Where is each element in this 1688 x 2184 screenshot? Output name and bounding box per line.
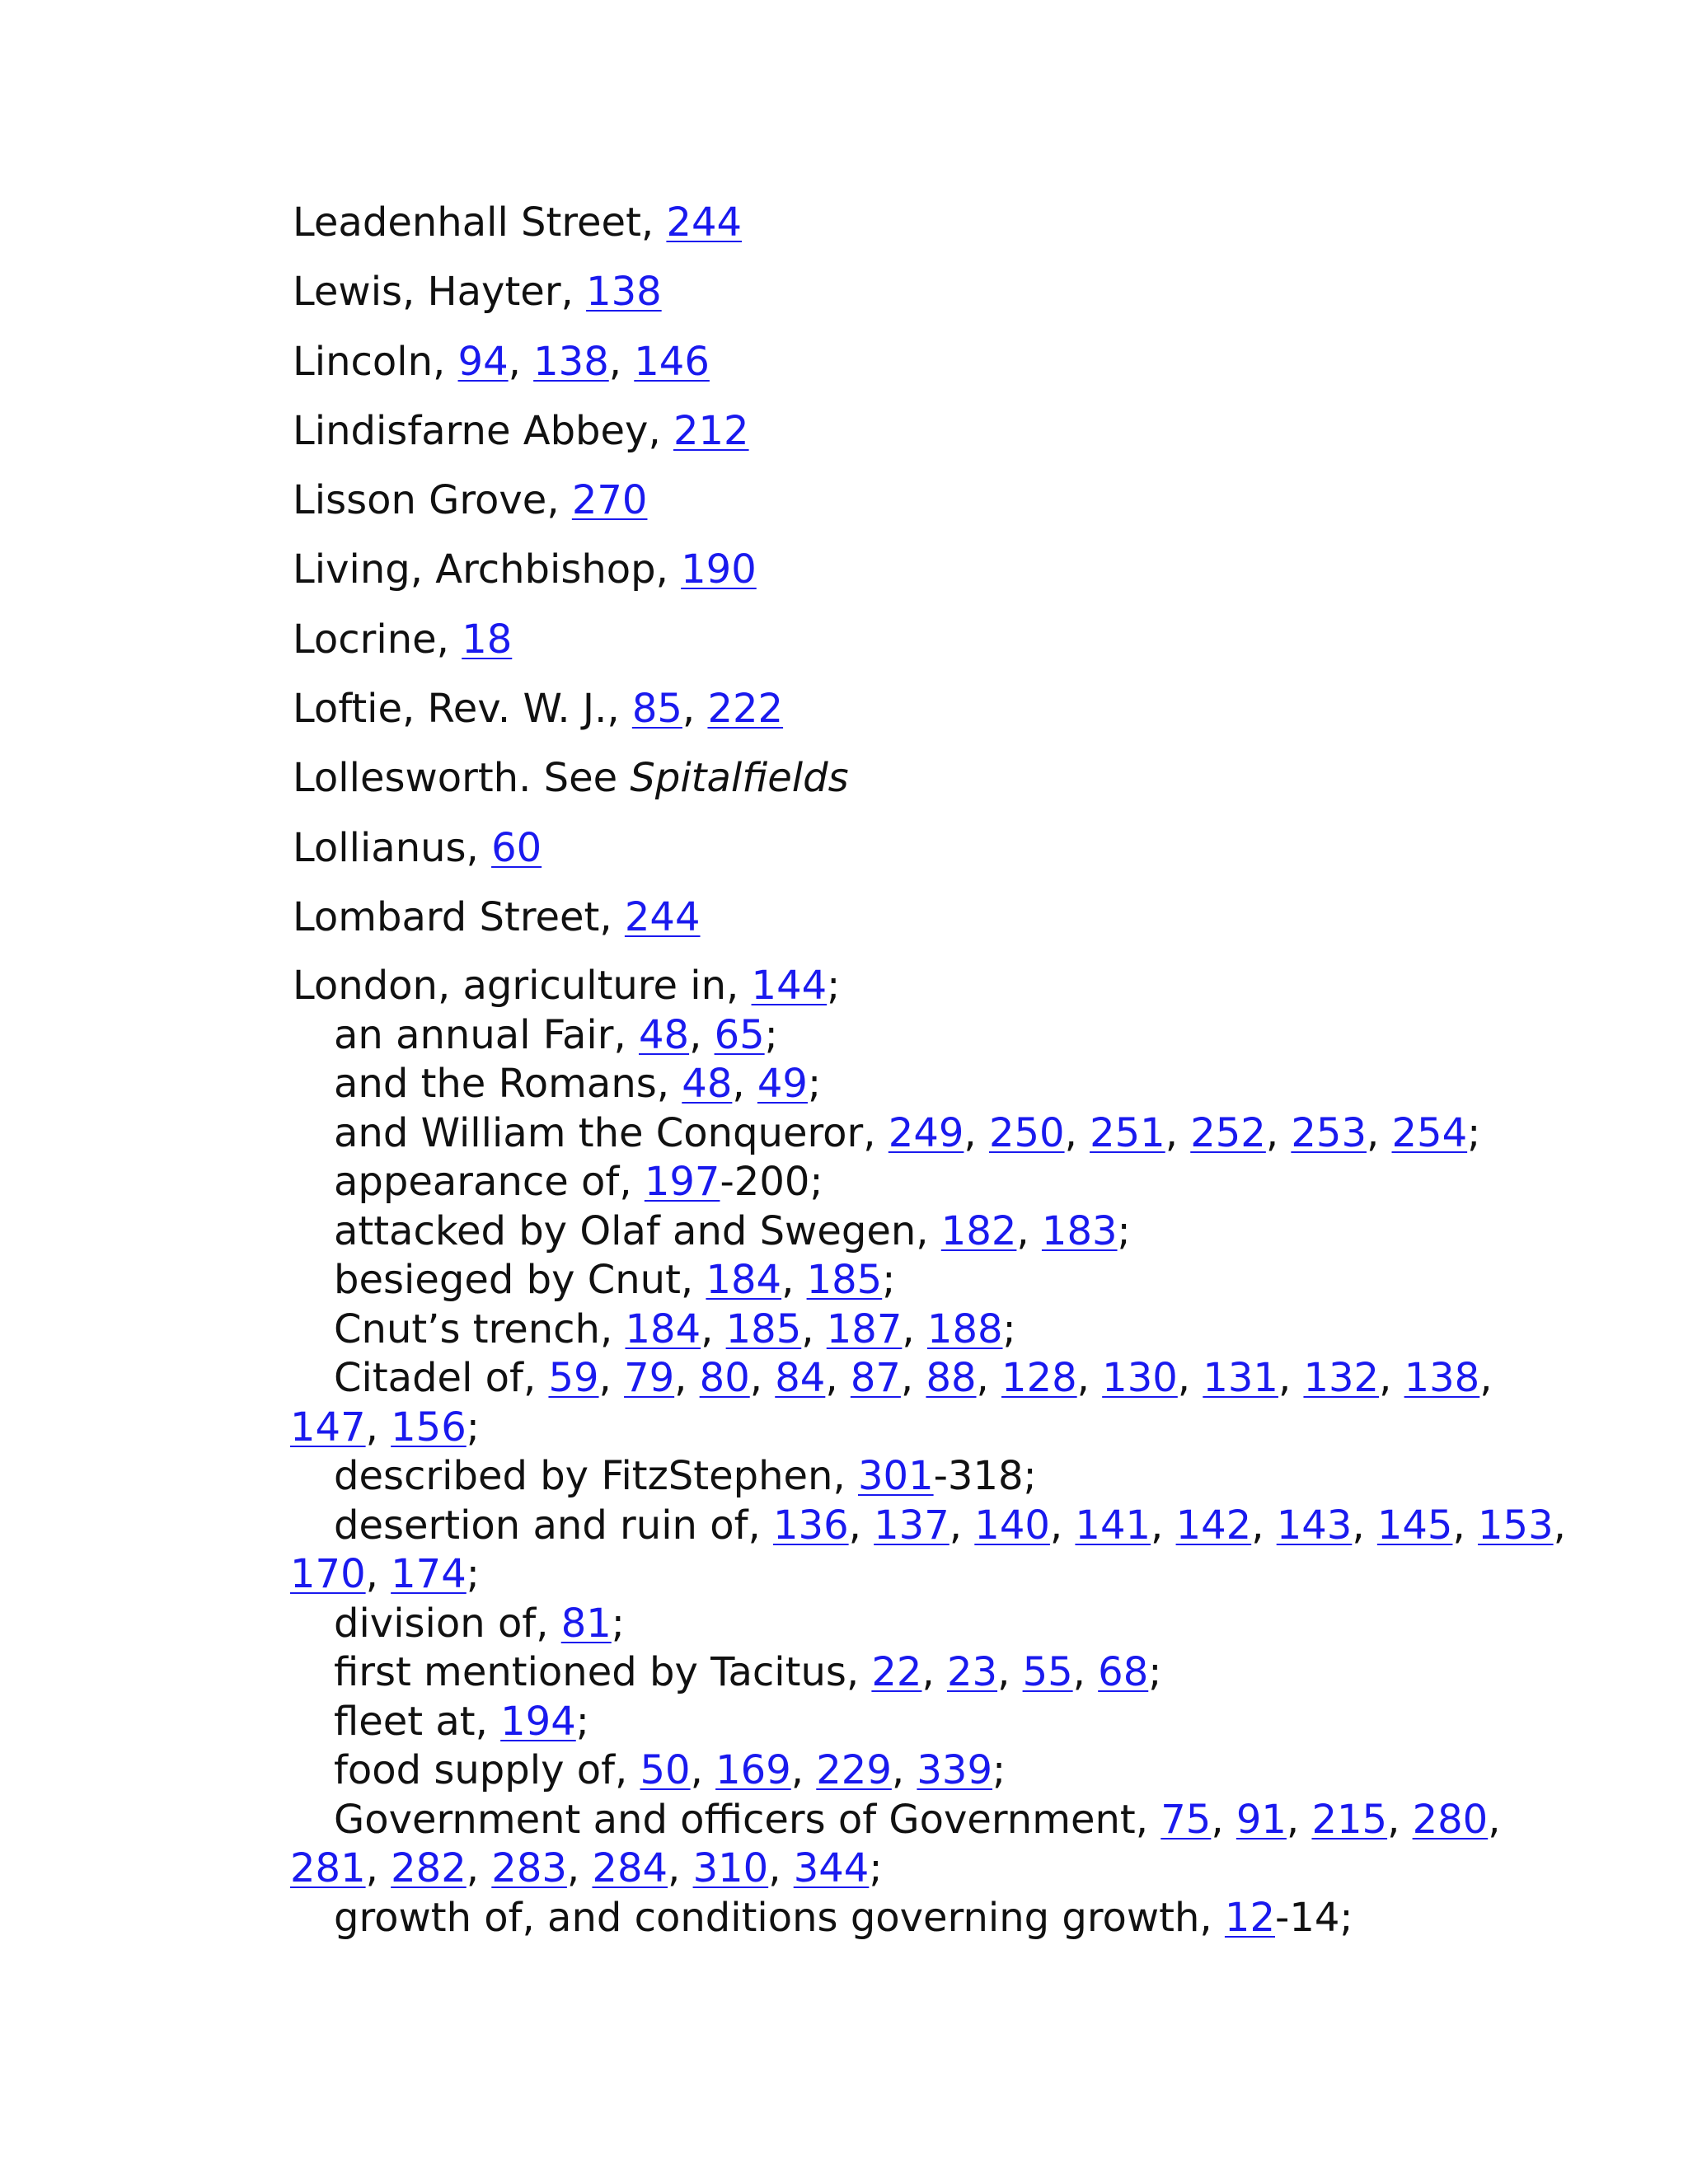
separator: ,: [1177, 1355, 1203, 1402]
page-link-184[interactable]: 184: [625, 1305, 701, 1352]
separator: ,: [1387, 1796, 1413, 1843]
page-link-23[interactable]: 23: [946, 1649, 998, 1696]
separator: ,: [964, 1109, 989, 1156]
subentry-text: an annual Fair,: [334, 1011, 639, 1058]
page-link-250[interactable]: 250: [988, 1109, 1065, 1156]
continuation-line: [290, 1404, 1504, 1453]
separator: ,: [508, 338, 534, 385]
separator: ,: [1379, 1355, 1404, 1402]
entry-punctuation: ;: [992, 1747, 1006, 1794]
entry-punctuation: ;: [1148, 1649, 1162, 1696]
subentry-line: [293, 1894, 1504, 1943]
subentry-line: [293, 1502, 1566, 1551]
entry-heading: Locrine,: [293, 616, 462, 663]
separator: ,: [1278, 1355, 1304, 1402]
subentry-text: and William the Conqueror,: [334, 1109, 889, 1156]
subentry-text: fleet at,: [334, 1698, 501, 1745]
page-link-145[interactable]: 145: [1376, 1502, 1453, 1549]
page-link-301[interactable]: 301: [857, 1453, 934, 1500]
separator: ,: [566, 1845, 593, 1892]
page-link-142[interactable]: 142: [1175, 1502, 1252, 1549]
separator: ,: [365, 1551, 392, 1598]
index-entry: [293, 337, 1504, 406]
index-entry: [293, 476, 1504, 545]
separator: ,: [1366, 1109, 1392, 1156]
separator: ,: [674, 1355, 700, 1402]
subentry-line: [293, 1109, 1504, 1159]
page-link-132[interactable]: 132: [1303, 1355, 1380, 1402]
separator: ,: [598, 1355, 625, 1402]
separator: ,: [668, 1845, 693, 1892]
entry-punctuation: ;: [1467, 1109, 1481, 1156]
subentry-line: [293, 1207, 1504, 1257]
page-link-282[interactable]: 282: [391, 1845, 467, 1892]
separator: ,: [365, 1845, 392, 1892]
page-link-339[interactable]: 339: [917, 1747, 993, 1794]
page-link-60[interactable]: 60: [491, 824, 542, 871]
page-link-270[interactable]: 270: [571, 477, 648, 524]
continuation-line: [290, 1550, 1504, 1600]
page-link-48[interactable]: 48: [682, 1061, 733, 1108]
page-link-68[interactable]: 68: [1098, 1649, 1149, 1696]
page-link-138[interactable]: 138: [1404, 1355, 1480, 1402]
subentry-text: Cnut’s trench,: [334, 1305, 626, 1352]
page-link-222[interactable]: 222: [707, 686, 784, 733]
page-link-344[interactable]: 344: [793, 1845, 870, 1892]
entry-heading: Lombard Street,: [293, 893, 625, 940]
separator: ,: [690, 1747, 716, 1794]
page-link-84[interactable]: 84: [775, 1355, 826, 1402]
entry-punctuation: -318;: [933, 1453, 1037, 1500]
separator: ,: [801, 1305, 827, 1352]
subentry-line: [293, 1452, 1504, 1502]
separator: ,: [1265, 1109, 1292, 1156]
subentry-line: [293, 1600, 1504, 1649]
separator: ,: [1286, 1796, 1312, 1843]
separator: ,: [921, 1649, 947, 1696]
index-entries: [293, 198, 1504, 962]
page-link-144[interactable]: 144: [751, 963, 828, 1010]
index-entry: [293, 267, 1504, 336]
subentry-text: first mentioned by Tacitus,: [334, 1649, 872, 1696]
page-link-153[interactable]: 153: [1477, 1502, 1554, 1549]
page-link-140[interactable]: 140: [974, 1502, 1050, 1549]
page-link-183[interactable]: 183: [1041, 1207, 1118, 1254]
page-link-49[interactable]: 49: [757, 1061, 808, 1108]
entry-punctuation: ;: [807, 1061, 822, 1108]
page-link-174[interactable]: 174: [391, 1551, 467, 1598]
separator: ,: [689, 1011, 715, 1058]
subentry-text: division of,: [334, 1600, 561, 1647]
page-link-18[interactable]: 18: [462, 616, 513, 663]
subentry-text: growth of, and conditions governing growth,: [334, 1894, 1225, 1941]
page-link-91[interactable]: 91: [1236, 1796, 1287, 1843]
subentry-line: [293, 1354, 1504, 1404]
entry-heading: Lewis, Hayter,: [293, 269, 587, 316]
page-link-280[interactable]: 280: [1412, 1796, 1489, 1843]
entry-punctuation: ;: [611, 1600, 625, 1647]
page-link-182[interactable]: 182: [940, 1207, 1017, 1254]
index-entry: [293, 198, 1504, 267]
subentry-line: [293, 1305, 1504, 1355]
page-link-141[interactable]: 141: [1075, 1502, 1151, 1549]
index-entry-london: [290, 962, 1566, 1943]
index-entry: [293, 753, 1504, 823]
entry-punctuation: ;: [466, 1404, 480, 1451]
page-link-48[interactable]: 48: [638, 1011, 690, 1058]
page-link-75[interactable]: 75: [1160, 1796, 1212, 1843]
page-link-85[interactable]: 85: [631, 686, 682, 733]
page-link-253[interactable]: 253: [1291, 1109, 1367, 1156]
entry-heading-line: [293, 962, 1504, 1011]
separator: ,: [1072, 1649, 1099, 1696]
subentry-line: [293, 1158, 1504, 1207]
separator: ,: [1076, 1355, 1103, 1402]
page-link-81[interactable]: 81: [560, 1600, 612, 1647]
page-link-251[interactable]: 251: [1090, 1109, 1165, 1156]
page-link-283[interactable]: 283: [491, 1845, 567, 1892]
separator: ,: [1049, 1502, 1076, 1549]
page-link-94[interactable]: 94: [457, 338, 509, 385]
entry-heading: Lollianus,: [293, 824, 492, 871]
entry-heading: Lollesworth. See: [293, 755, 631, 802]
page-link-138[interactable]: 138: [533, 338, 609, 385]
subentry-line: [293, 1060, 1504, 1109]
entry-heading: Living, Archbishop,: [293, 546, 682, 593]
subentry-line: [293, 1698, 1504, 1747]
separator: ,: [682, 686, 708, 733]
page-link-88[interactable]: 88: [926, 1355, 977, 1402]
page-link-184[interactable]: 184: [706, 1257, 782, 1304]
entry-punctuation: ;: [1117, 1207, 1131, 1254]
subentry-text: appearance of,: [334, 1159, 645, 1206]
subentry-line: [293, 1256, 1504, 1305]
page-link-252[interactable]: 252: [1190, 1109, 1266, 1156]
separator: ,: [466, 1845, 492, 1892]
separator: ,: [1352, 1502, 1377, 1549]
index-page: [290, 198, 1566, 1943]
separator: ,: [1151, 1502, 1176, 1549]
subentry-text: besieged by Cnut,: [334, 1257, 706, 1304]
page-link-128[interactable]: 128: [1001, 1355, 1077, 1402]
page-link-194[interactable]: 194: [500, 1698, 576, 1745]
entry-punctuation: ;: [575, 1698, 589, 1745]
separator: ,: [768, 1845, 794, 1892]
separator: ,: [790, 1747, 817, 1794]
entry-heading: Lindisfarne Abbey,: [293, 407, 673, 454]
entry-punctuation: ;: [827, 963, 841, 1010]
separator: ,: [701, 1305, 726, 1352]
subentry-text: desertion and ruin of,: [334, 1502, 773, 1549]
index-entry: [293, 615, 1504, 684]
page-link-146[interactable]: 146: [634, 338, 710, 385]
page-link-137[interactable]: 137: [874, 1502, 950, 1549]
page-link-185[interactable]: 185: [806, 1257, 883, 1304]
page-link-310[interactable]: 310: [692, 1845, 769, 1892]
page-link-284[interactable]: 284: [592, 1845, 668, 1892]
entry-punctuation: ,: [1479, 1355, 1493, 1402]
entry-punctuation: ;: [466, 1551, 480, 1598]
index-entry: [293, 406, 1504, 476]
entry-heading: Loftie, Rev. W. J.,: [293, 686, 632, 733]
entry-punctuation: -200;: [720, 1159, 823, 1206]
page-link-170[interactable]: 170: [290, 1551, 366, 1598]
see-reference: Spitalfields: [630, 755, 849, 802]
page-link-187[interactable]: 187: [826, 1305, 903, 1352]
separator: ,: [1251, 1502, 1277, 1549]
page-link-130[interactable]: 130: [1102, 1355, 1178, 1402]
subentry-line: [293, 1796, 1504, 1845]
page-link-80[interactable]: 80: [699, 1355, 750, 1402]
index-entry: [293, 545, 1504, 614]
entry-heading: Lincoln,: [293, 338, 458, 385]
index-entry: [293, 684, 1504, 753]
page-link-59[interactable]: 59: [548, 1355, 599, 1402]
separator: ,: [848, 1502, 874, 1549]
separator: ,: [902, 1305, 927, 1352]
entry-heading: London, agriculture in,: [293, 963, 752, 1010]
subentry-line: [293, 1011, 1504, 1061]
page-link-50[interactable]: 50: [640, 1747, 691, 1794]
page-link-281[interactable]: 281: [290, 1845, 366, 1892]
page-link-244[interactable]: 244: [666, 199, 743, 246]
page-link-229[interactable]: 229: [816, 1747, 892, 1794]
subentry-text: and the Romans,: [334, 1061, 682, 1108]
page-link-12[interactable]: 12: [1224, 1894, 1275, 1941]
page-link-65[interactable]: 65: [714, 1011, 765, 1058]
page-link-22[interactable]: 22: [871, 1649, 922, 1696]
separator: ,: [781, 1257, 807, 1304]
page-link-136[interactable]: 136: [773, 1502, 849, 1549]
subentry-line: [293, 1746, 1504, 1796]
separator: ,: [732, 1061, 757, 1108]
index-entry: [293, 893, 1504, 962]
subentry-text: Citadel of,: [334, 1355, 549, 1402]
continuation-line: [290, 1844, 1504, 1894]
separator: ,: [997, 1649, 1023, 1696]
page-link-131[interactable]: 131: [1203, 1355, 1278, 1402]
page-link-79[interactable]: 79: [624, 1355, 675, 1402]
separator: ,: [949, 1502, 975, 1549]
page-link-185[interactable]: 185: [725, 1305, 802, 1352]
separator: ,: [1016, 1207, 1042, 1254]
separator: ,: [891, 1747, 917, 1794]
separator: ,: [1211, 1796, 1236, 1843]
separator: ,: [825, 1355, 851, 1402]
page-link-156[interactable]: 156: [391, 1404, 467, 1451]
page-link-190[interactable]: 190: [681, 546, 757, 593]
page-link-197[interactable]: 197: [644, 1159, 720, 1206]
separator: ,: [1452, 1502, 1478, 1549]
page-link-215[interactable]: 215: [1311, 1796, 1388, 1843]
entry-punctuation: ;: [869, 1845, 883, 1892]
separator: ,: [976, 1355, 1002, 1402]
separator: ,: [608, 338, 635, 385]
page-link-254[interactable]: 254: [1391, 1109, 1468, 1156]
page-link-143[interactable]: 143: [1276, 1502, 1353, 1549]
separator: ,: [1064, 1109, 1090, 1156]
entry-punctuation: ,: [1488, 1796, 1501, 1843]
page-link-249[interactable]: 249: [888, 1109, 964, 1156]
page-link-212[interactable]: 212: [673, 407, 749, 454]
page-link-147[interactable]: 147: [290, 1404, 366, 1451]
subentry-text: Government and officers of Government,: [334, 1796, 1161, 1843]
page-link-188[interactable]: 188: [926, 1305, 1003, 1352]
subentry-text: attacked by Olaf and Swegen,: [334, 1207, 941, 1254]
subentry-text: described by FitzStephen,: [334, 1453, 858, 1500]
entry-heading: Leadenhall Street,: [293, 199, 667, 246]
page-link-87[interactable]: 87: [850, 1355, 901, 1402]
entry-punctuation: ;: [764, 1011, 778, 1058]
page-link-55[interactable]: 55: [1022, 1649, 1073, 1696]
subentry-line: [293, 1648, 1504, 1698]
index-entry: [293, 823, 1504, 893]
entry-punctuation: -14;: [1275, 1894, 1353, 1941]
entry-punctuation: ;: [1002, 1305, 1016, 1352]
page-link-244[interactable]: 244: [624, 893, 701, 940]
separator: ,: [1165, 1109, 1191, 1156]
separator: ,: [900, 1355, 926, 1402]
separator: ,: [365, 1404, 392, 1451]
entry-punctuation: ;: [882, 1257, 896, 1304]
page-link-138[interactable]: 138: [586, 269, 662, 316]
page-link-169[interactable]: 169: [715, 1747, 791, 1794]
separator: ,: [749, 1355, 776, 1402]
entry-punctuation: ,: [1553, 1502, 1566, 1549]
entry-heading: Lisson Grove,: [293, 477, 572, 524]
subentry-text: food supply of,: [334, 1747, 640, 1794]
